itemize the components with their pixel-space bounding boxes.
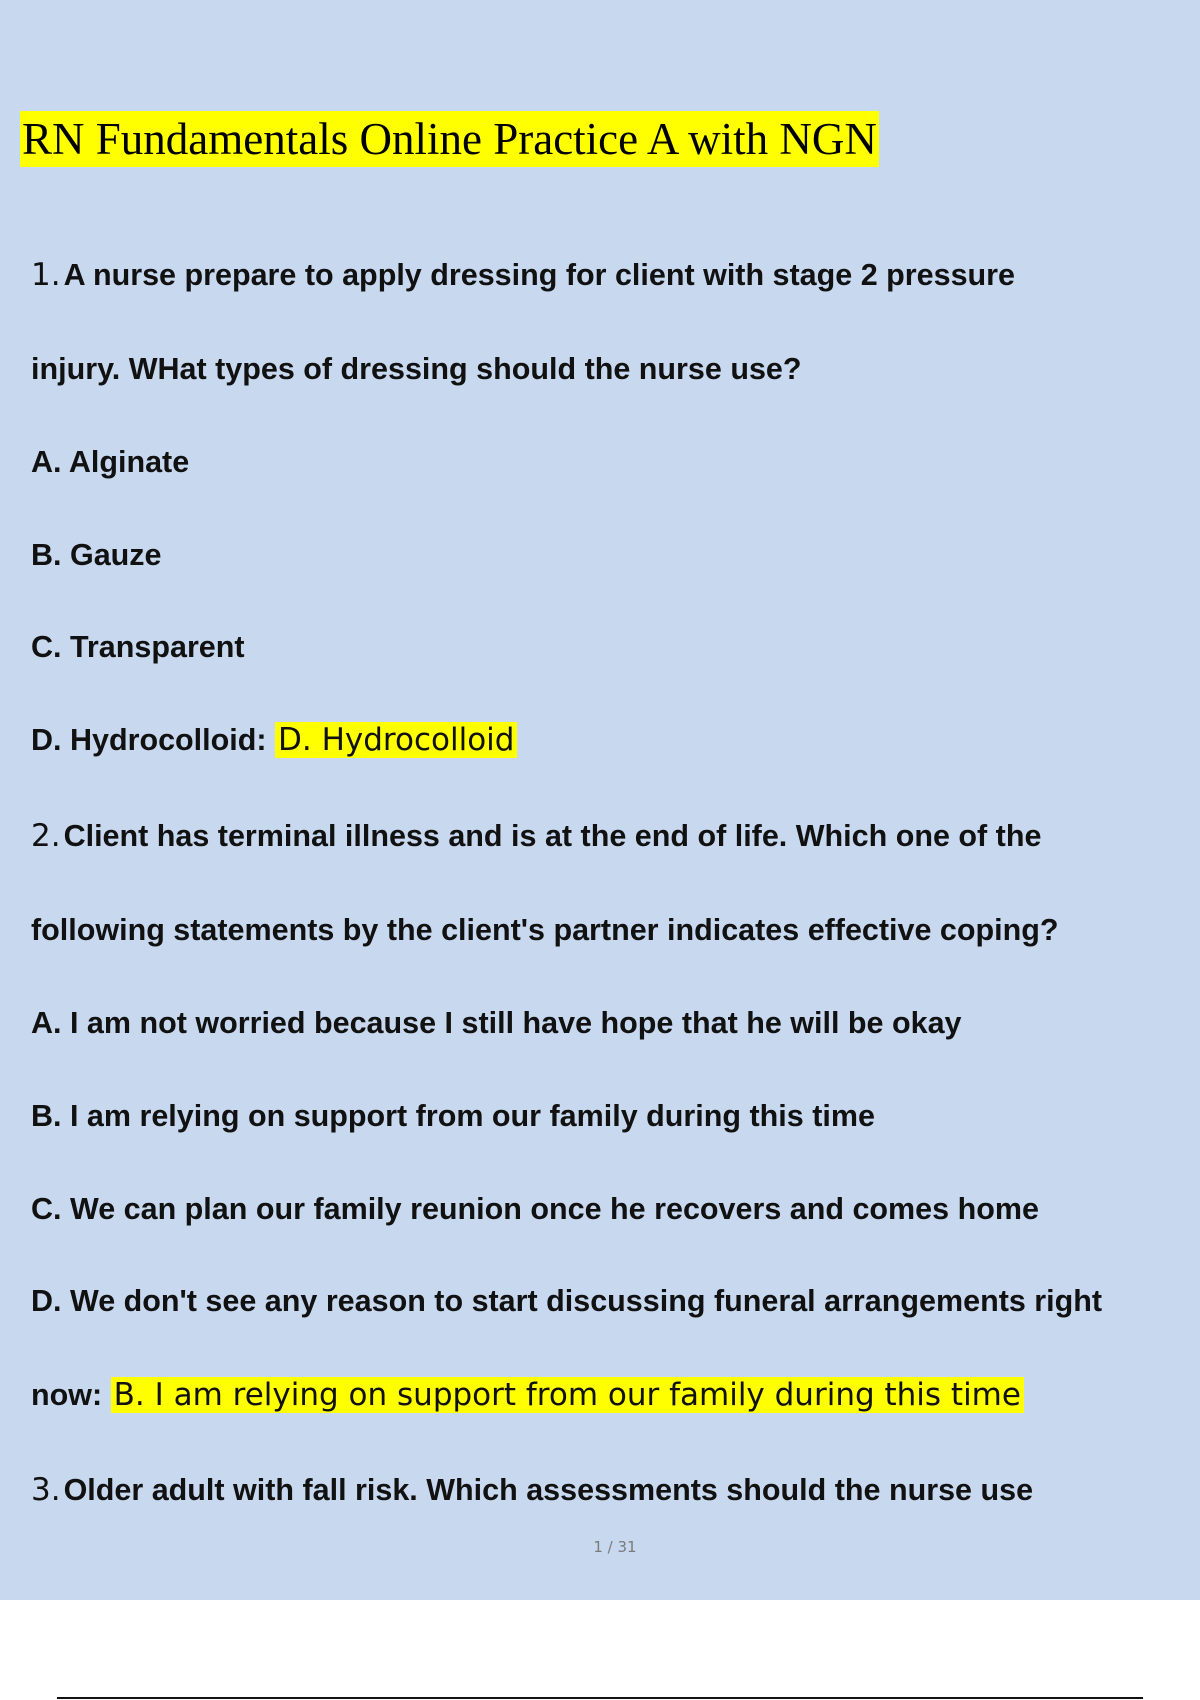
question-2-option-d-continuation-text: now: <box>31 1378 103 1412</box>
question-2-stem-line-2: following statements by the client's partner indicates effective coping? <box>31 913 1059 947</box>
question-3-stem-line-1 <box>31 1468 1033 1512</box>
document-title: RN Fundamentals Online Practice A with NGN <box>20 111 879 167</box>
question-2-number: 2. <box>31 818 61 854</box>
question-3-stem-text-1: Older adult with fall risk. Which assessments should the nurse use <box>63 1473 1034 1507</box>
question-1-option-c: C. Transparent <box>31 630 245 664</box>
question-1-option-a: A. Alginate <box>31 445 190 479</box>
question-1-answer-highlight: D. Hydrocolloid <box>275 722 517 758</box>
question-2-option-b: B. I am relying on support from our family during this time <box>31 1099 875 1133</box>
question-3-number: 3. <box>31 1472 61 1508</box>
question-2-stem-text-1: Client has terminal illness and is at the end of life. Which one of the <box>63 819 1042 853</box>
question-1-option-d-text: D. Hydrocolloid: <box>31 723 267 757</box>
question-2-stem-line-1 <box>31 814 1041 858</box>
question-1-stem-line-2: injury. WHat types of dressing should the nurse use? <box>31 352 802 386</box>
question-1-option-b: B. Gauze <box>31 538 162 572</box>
question-2-option-c: C. We can plan our family reunion once he recovers and comes home <box>31 1192 1039 1226</box>
question-2-option-d: D. We don't see any reason to start discussing funeral arrangements right <box>31 1284 1103 1318</box>
question-2-option-a: A. I am not worried because I still have hope that he will be okay <box>31 1006 962 1040</box>
question-2-answer-highlight: B. I am relying on support from our family during this time <box>111 1377 1024 1413</box>
question-1-option-d <box>31 718 517 762</box>
question-2-option-d-continuation <box>31 1373 1024 1417</box>
question-1-number: 1. <box>31 257 61 293</box>
question-1-stem-text-1: A nurse prepare to apply dressing for client with stage 2 pressure <box>63 258 1015 292</box>
next-page-divider <box>57 1697 1143 1699</box>
question-1-stem-line-1 <box>31 253 1015 297</box>
page-indicator: 1 / 31 <box>593 1538 637 1556</box>
